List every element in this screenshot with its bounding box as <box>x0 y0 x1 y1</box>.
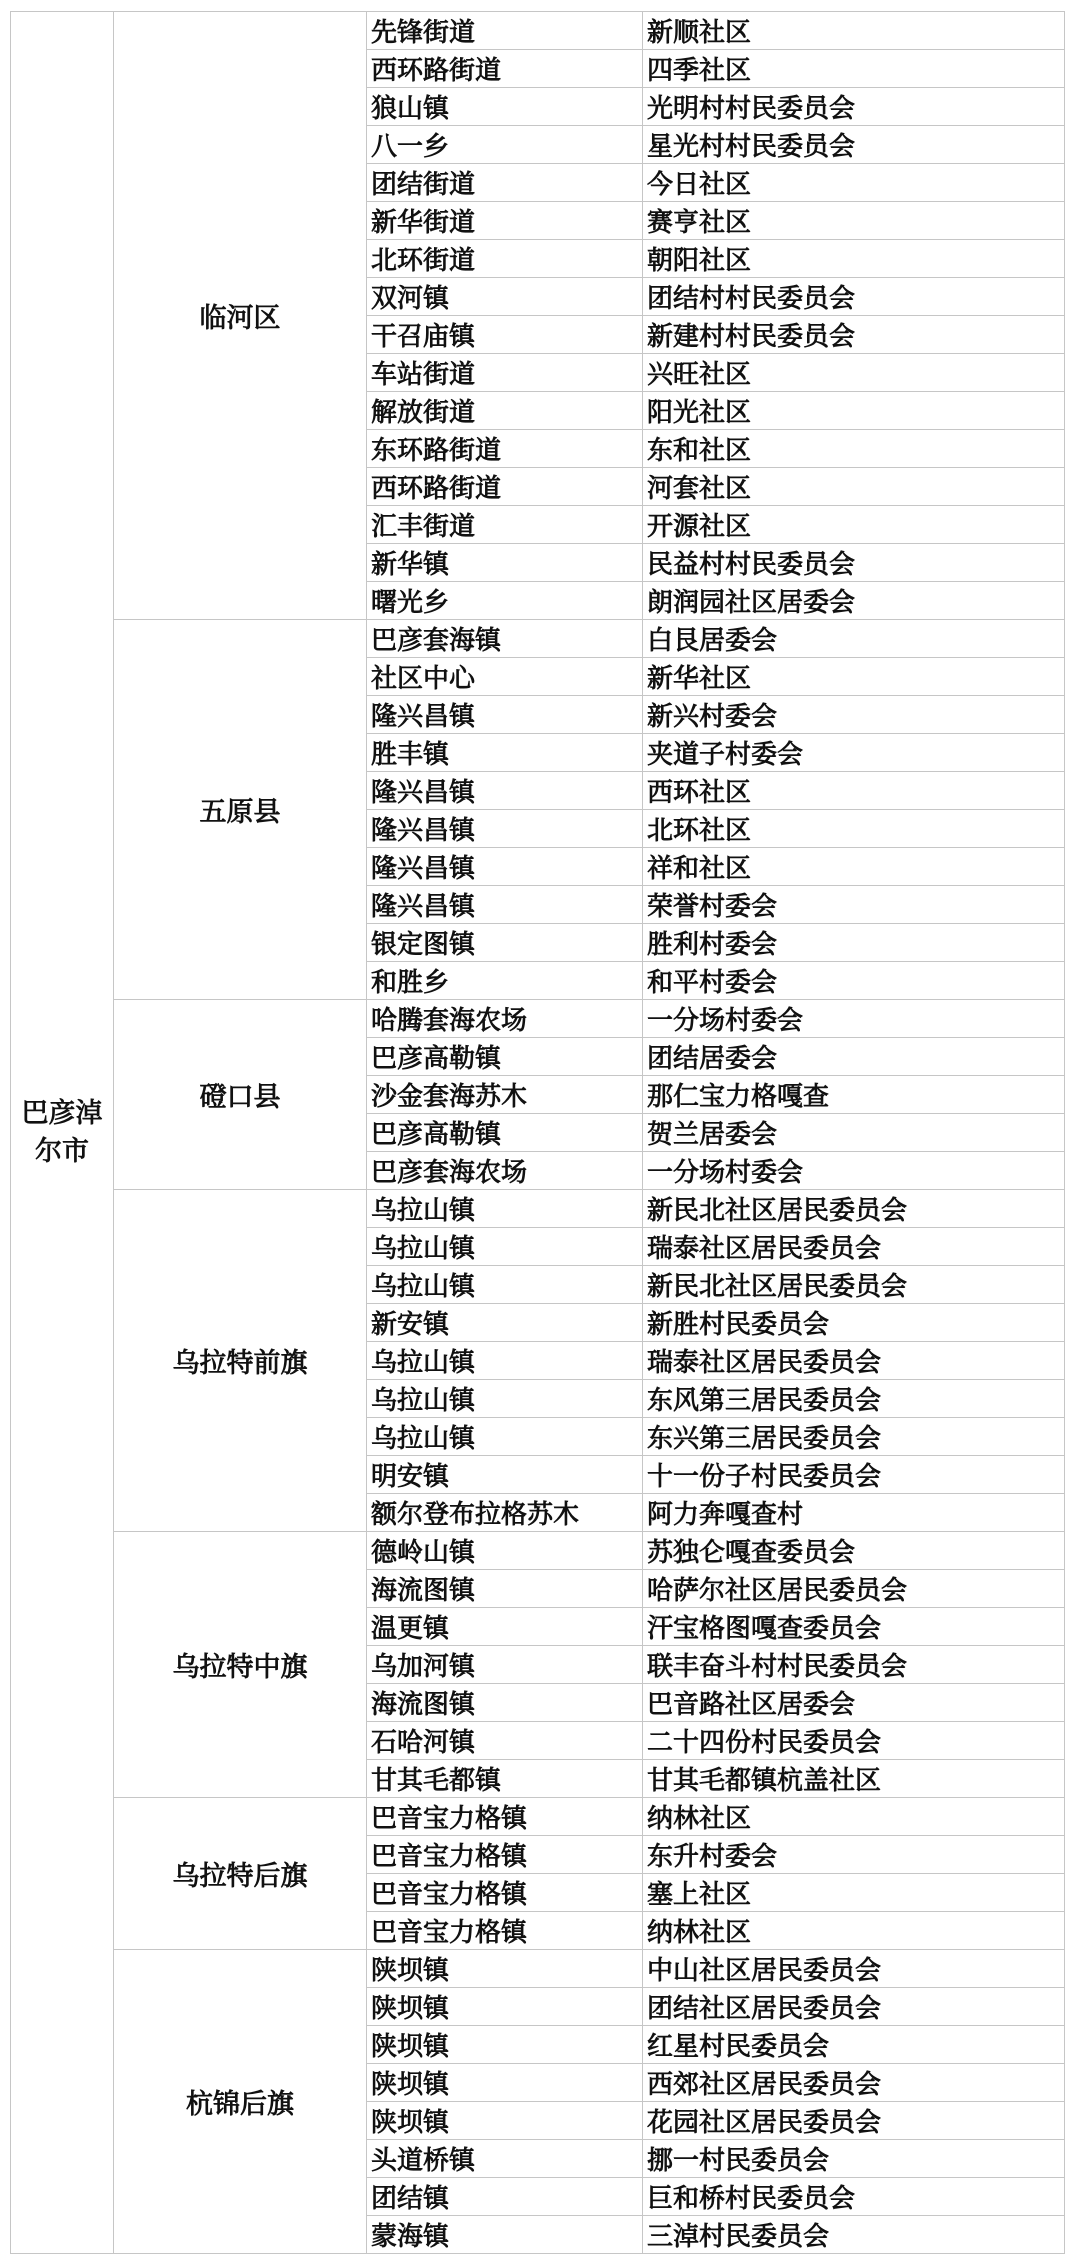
town-cell[interactable]: 蒙海镇 <box>367 2216 643 2254</box>
community-cell[interactable]: 三淖村民委员会 <box>643 2216 1065 2254</box>
town-cell[interactable]: 巴彦套海农场 <box>367 1152 643 1190</box>
town-cell[interactable]: 乌拉山镇 <box>367 1266 643 1304</box>
city-name: 巴彦淖尔市 <box>21 1097 103 1167</box>
town-cell[interactable]: 解放街道 <box>367 392 643 430</box>
town-cell[interactable]: 巴彦套海镇 <box>367 620 643 658</box>
community-cell[interactable]: 民益村村民委员会 <box>643 544 1065 582</box>
town-cell[interactable]: 巴音宝力格镇 <box>367 1874 643 1912</box>
community-cell[interactable]: 四季社区 <box>643 50 1065 88</box>
community-cell[interactable]: 星光村村民委员会 <box>643 126 1065 164</box>
town-cell[interactable]: 狼山镇 <box>367 88 643 126</box>
district-community-table <box>10 11 1065 2254</box>
table-row <box>11 1798 1065 1836</box>
community-cell[interactable]: 纳林社区 <box>643 1912 1065 1950</box>
community-cell[interactable]: 一分场村委会 <box>643 1000 1065 1038</box>
town-cell[interactable]: 干召庙镇 <box>367 316 643 354</box>
town-cell[interactable]: 车站街道 <box>367 354 643 392</box>
town-cell[interactable]: 陕坝镇 <box>367 2026 643 2064</box>
community-cell[interactable]: 汗宝格图嘎查委员会 <box>643 1608 1065 1646</box>
community-cell[interactable]: 兴旺社区 <box>643 354 1065 392</box>
community-cell[interactable]: 东风第三居民委员会 <box>643 1380 1065 1418</box>
town-cell[interactable]: 陕坝镇 <box>367 1988 643 2026</box>
community-cell[interactable]: 红星村民委员会 <box>643 2026 1065 2064</box>
community-cell[interactable]: 塞上社区 <box>643 1874 1065 1912</box>
city-cell[interactable] <box>11 12 114 2254</box>
community-cell[interactable]: 北环社区 <box>643 810 1065 848</box>
town-cell[interactable]: 海流图镇 <box>367 1684 643 1722</box>
community-cell[interactable]: 荣誉村委会 <box>643 886 1065 924</box>
town-cell[interactable]: 八一乡 <box>367 126 643 164</box>
community-cell[interactable]: 光明村村民委员会 <box>643 88 1065 126</box>
community-cell[interactable]: 东升村委会 <box>643 1836 1065 1874</box>
town-cell[interactable]: 石哈河镇 <box>367 1722 643 1760</box>
community-cell[interactable]: 联丰奋斗村村民委员会 <box>643 1646 1065 1684</box>
community-cell[interactable]: 西环社区 <box>643 772 1065 810</box>
town-cell[interactable]: 海流图镇 <box>367 1570 643 1608</box>
community-cell[interactable]: 河套社区 <box>643 468 1065 506</box>
town-cell[interactable]: 胜丰镇 <box>367 734 643 772</box>
town-cell[interactable]: 头道桥镇 <box>367 2140 643 2178</box>
town-cell[interactable]: 陕坝镇 <box>367 1950 643 1988</box>
community-cell[interactable]: 赛亨社区 <box>643 202 1065 240</box>
town-cell[interactable]: 西环路街道 <box>367 468 643 506</box>
town-cell[interactable]: 巴彦高勒镇 <box>367 1114 643 1152</box>
town-cell[interactable]: 额尔登布拉格苏木 <box>367 1494 643 1532</box>
town-cell[interactable]: 乌拉山镇 <box>367 1228 643 1266</box>
town-cell[interactable]: 隆兴昌镇 <box>367 848 643 886</box>
table-row <box>11 1190 1065 1228</box>
town-cell[interactable]: 汇丰街道 <box>367 506 643 544</box>
community-cell[interactable]: 瑞泰社区居民委员会 <box>643 1228 1065 1266</box>
town-cell[interactable]: 曙光乡 <box>367 582 643 620</box>
town-cell[interactable]: 先锋街道 <box>367 12 643 50</box>
community-cell[interactable]: 贺兰居委会 <box>643 1114 1065 1152</box>
community-cell[interactable]: 二十四份村民委员会 <box>643 1722 1065 1760</box>
town-cell[interactable]: 陕坝镇 <box>367 2064 643 2102</box>
community-cell[interactable]: 新华社区 <box>643 658 1065 696</box>
town-cell[interactable]: 乌拉山镇 <box>367 1342 643 1380</box>
community-cell[interactable]: 瑞泰社区居民委员会 <box>643 1342 1065 1380</box>
community-cell[interactable]: 朝阳社区 <box>643 240 1065 278</box>
community-cell[interactable]: 哈萨尔社区居民委员会 <box>643 1570 1065 1608</box>
town-cell[interactable]: 新安镇 <box>367 1304 643 1342</box>
community-cell[interactable]: 苏独仑嘎查委员会 <box>643 1532 1065 1570</box>
town-cell[interactable]: 新华街道 <box>367 202 643 240</box>
town-cell[interactable]: 巴音宝力格镇 <box>367 1798 643 1836</box>
town-cell[interactable]: 乌拉山镇 <box>367 1418 643 1456</box>
community-cell[interactable]: 新民北社区居民委员会 <box>643 1190 1065 1228</box>
town-cell[interactable]: 乌拉山镇 <box>367 1190 643 1228</box>
town-cell[interactable]: 温更镇 <box>367 1608 643 1646</box>
town-cell[interactable]: 团结街道 <box>367 164 643 202</box>
community-cell[interactable]: 新兴村委会 <box>643 696 1065 734</box>
community-cell[interactable]: 团结村村民委员会 <box>643 278 1065 316</box>
community-cell[interactable]: 新建村村民委员会 <box>643 316 1065 354</box>
community-cell[interactable]: 团结居委会 <box>643 1038 1065 1076</box>
table-row <box>11 1532 1065 1570</box>
community-cell[interactable]: 开源社区 <box>643 506 1065 544</box>
community-cell[interactable]: 今日社区 <box>643 164 1065 202</box>
town-cell[interactable]: 隆兴昌镇 <box>367 772 643 810</box>
district-cell[interactable]: 乌拉特前旗 <box>114 1190 367 1532</box>
town-cell[interactable]: 新华镇 <box>367 544 643 582</box>
community-cell[interactable]: 西郊社区居民委员会 <box>643 2064 1065 2102</box>
community-cell[interactable]: 新民北社区居民委员会 <box>643 1266 1065 1304</box>
town-cell[interactable]: 沙金套海苏木 <box>367 1076 643 1114</box>
community-cell[interactable]: 那仁宝力格嘎查 <box>643 1076 1065 1114</box>
town-cell[interactable]: 西环路街道 <box>367 50 643 88</box>
town-cell[interactable]: 明安镇 <box>367 1456 643 1494</box>
district-cell[interactable]: 杭锦后旗 <box>114 1950 367 2254</box>
town-cell[interactable]: 双河镇 <box>367 278 643 316</box>
community-cell[interactable]: 纳林社区 <box>643 1798 1065 1836</box>
town-cell[interactable]: 陕坝镇 <box>367 2102 643 2140</box>
community-cell[interactable]: 巨和桥村民委员会 <box>643 2178 1065 2216</box>
town-cell[interactable]: 甘其毛都镇 <box>367 1760 643 1798</box>
community-cell[interactable]: 东和社区 <box>643 430 1065 468</box>
district-cell[interactable]: 乌拉特中旗 <box>114 1532 367 1798</box>
table-row <box>11 1950 1065 1988</box>
spreadsheet-sheet <box>10 11 1065 2252</box>
district-cell[interactable]: 五原县 <box>114 620 367 1000</box>
community-cell[interactable]: 十一份子村民委员会 <box>643 1456 1065 1494</box>
community-cell[interactable]: 胜利村委会 <box>643 924 1065 962</box>
town-cell[interactable]: 隆兴昌镇 <box>367 696 643 734</box>
community-cell[interactable]: 夹道子村委会 <box>643 734 1065 772</box>
community-cell[interactable]: 挪一村民委员会 <box>643 2140 1065 2178</box>
town-cell[interactable]: 东环路街道 <box>367 430 643 468</box>
district-cell[interactable]: 磴口县 <box>114 1000 367 1190</box>
town-cell[interactable]: 隆兴昌镇 <box>367 810 643 848</box>
community-cell[interactable]: 阳光社区 <box>643 392 1065 430</box>
town-cell[interactable]: 社区中心 <box>367 658 643 696</box>
community-cell[interactable]: 白艮居委会 <box>643 620 1065 658</box>
town-cell[interactable]: 巴音宝力格镇 <box>367 1912 643 1950</box>
town-cell[interactable]: 哈腾套海农场 <box>367 1000 643 1038</box>
town-cell[interactable]: 隆兴昌镇 <box>367 886 643 924</box>
community-cell[interactable]: 团结社区居民委员会 <box>643 1988 1065 2026</box>
table-row <box>11 1000 1065 1038</box>
district-cell[interactable]: 临河区 <box>114 12 367 620</box>
community-cell[interactable]: 巴音路社区居委会 <box>643 1684 1065 1722</box>
town-cell[interactable]: 北环街道 <box>367 240 643 278</box>
community-cell[interactable]: 祥和社区 <box>643 848 1065 886</box>
town-cell[interactable]: 乌加河镇 <box>367 1646 643 1684</box>
town-cell[interactable]: 团结镇 <box>367 2178 643 2216</box>
community-cell[interactable]: 甘其毛都镇杭盖社区 <box>643 1760 1065 1798</box>
town-cell[interactable]: 德岭山镇 <box>367 1532 643 1570</box>
community-cell[interactable]: 新胜村民委员会 <box>643 1304 1065 1342</box>
community-cell[interactable]: 东兴第三居民委员会 <box>643 1418 1065 1456</box>
town-cell[interactable]: 和胜乡 <box>367 962 643 1000</box>
community-cell[interactable]: 朗润园社区居委会 <box>643 582 1065 620</box>
community-cell[interactable]: 一分场村委会 <box>643 1152 1065 1190</box>
community-cell[interactable]: 中山社区居民委员会 <box>643 1950 1065 1988</box>
town-cell[interactable]: 巴彦高勒镇 <box>367 1038 643 1076</box>
community-cell[interactable]: 和平村委会 <box>643 962 1065 1000</box>
town-cell[interactable]: 银定图镇 <box>367 924 643 962</box>
town-cell[interactable]: 巴音宝力格镇 <box>367 1836 643 1874</box>
table-row <box>11 12 1065 50</box>
table-row <box>11 620 1065 658</box>
town-cell[interactable]: 乌拉山镇 <box>367 1380 643 1418</box>
community-cell[interactable]: 阿力奔嘎查村 <box>643 1494 1065 1532</box>
district-cell[interactable]: 乌拉特后旗 <box>114 1798 367 1950</box>
community-cell[interactable]: 花园社区居民委员会 <box>643 2102 1065 2140</box>
community-cell[interactable]: 新顺社区 <box>643 12 1065 50</box>
